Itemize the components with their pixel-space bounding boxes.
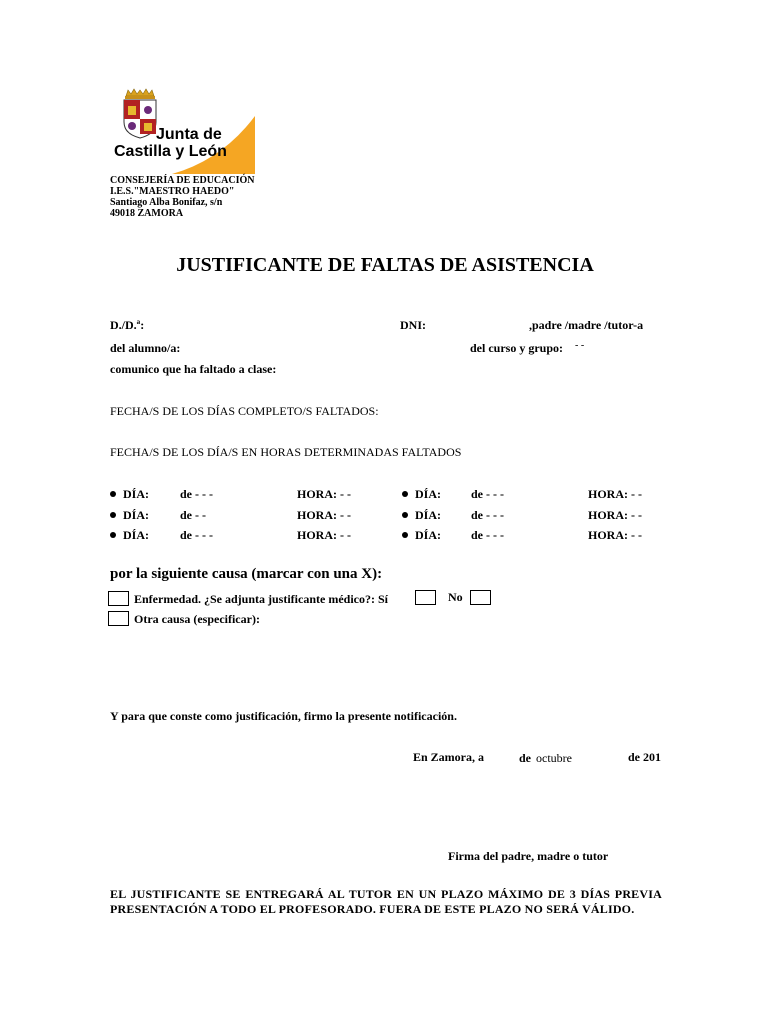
logo-wordmark [114, 126, 227, 160]
alumno-label: del alumno/a: [110, 341, 181, 355]
bullet-icon [402, 532, 408, 538]
de-value: de - - [180, 508, 206, 522]
dia-label: DÍA: [110, 508, 149, 523]
de-value: de - - - [180, 487, 213, 501]
si-checkbox[interactable] [415, 590, 436, 605]
justificacion-text: Y para que conste como justificación, firmo la presente notificación. [110, 709, 457, 723]
logo-line-2: Castilla y León [114, 143, 227, 160]
de-value: de - - - [471, 528, 504, 542]
hora-value: HORA: - - [588, 487, 642, 501]
curso-label: del curso y grupo: [470, 341, 563, 355]
header-ies: I.E.S."MAESTRO HAEDO" [110, 186, 235, 197]
de-label: de [519, 751, 531, 765]
hora-value: HORA: - - [297, 528, 351, 542]
deadline-notice: EL JUSTIFICANTE SE ENTREGARÁ AL TUTOR EN UN PLAZO MÁXIMO DE 3 DÍAS PREVIA PRESENTACIÓN A TODO EL PROFESORADO. FUERA DE ESTE PLAZO NO SERÁ VÁLIDO. [110, 887, 662, 916]
header-city: 49018 ZAMORA [110, 208, 184, 219]
comunico-text: comunico que ha faltado a clase: [110, 362, 277, 376]
year-label: de 201 [628, 750, 661, 764]
dia-label: DÍA: [402, 528, 441, 543]
no-checkbox[interactable] [470, 590, 491, 605]
dia-label: DÍA: [402, 508, 441, 523]
otra-causa-label: Otra causa (especificar): [134, 612, 260, 626]
junta-castilla-leon-logo [112, 88, 255, 174]
hora-value: HORA: - - [297, 487, 351, 501]
hora-value: HORA: - - [588, 508, 642, 522]
no-label: No [448, 590, 463, 604]
dia-label: DÍA: [402, 487, 441, 502]
de-value: de - - - [471, 508, 504, 522]
dia-label: DÍA: [110, 487, 149, 502]
dni-label: DNI: [400, 318, 426, 332]
completos-heading: FECHA/S DE LOS DÍAS COMPLETO/S FALTADOS: [110, 404, 379, 418]
bullet-icon [110, 512, 116, 518]
month-value: octubre [536, 751, 572, 765]
header-consejeria: CONSEJERÍA DE EDUCACIÓN [110, 175, 255, 186]
page-title: JUSTIFICANTE DE FALTAS DE ASISTENCIA [176, 254, 594, 276]
enfermedad-checkbox[interactable] [108, 591, 129, 606]
de-value: de - - - [180, 528, 213, 542]
cause-title: por la siguiente causa (marcar con una X): [110, 566, 383, 582]
logo-line-1: Junta de [156, 126, 222, 143]
de-value: de - - - [471, 487, 504, 501]
hora-value: HORA: - - [297, 508, 351, 522]
firma-label: Firma del padre, madre o tutor [448, 849, 609, 863]
bullet-icon [402, 491, 408, 497]
en-zamora-label: En Zamora, a [413, 750, 485, 764]
otra-causa-checkbox[interactable] [108, 611, 129, 626]
dd-label: D./D.ª: [110, 318, 145, 332]
bullet-icon [110, 491, 116, 497]
hora-value: HORA: - - [588, 528, 642, 542]
horas-heading: FECHA/S DE LOS DÍA/S EN HORAS DETERMINADAS FALTADOS [110, 445, 462, 459]
bullet-icon [402, 512, 408, 518]
curso-value: - - [575, 340, 585, 351]
enfermedad-label: Enfermedad. ¿Se adjunta justificante médico?: Sí [134, 592, 388, 606]
relation-label: ,padre /madre /tutor-a [529, 318, 644, 332]
dia-label: DÍA: [110, 528, 149, 543]
bullet-icon [110, 532, 116, 538]
header-address: Santiago Alba Bonifaz, s/n [110, 197, 223, 208]
